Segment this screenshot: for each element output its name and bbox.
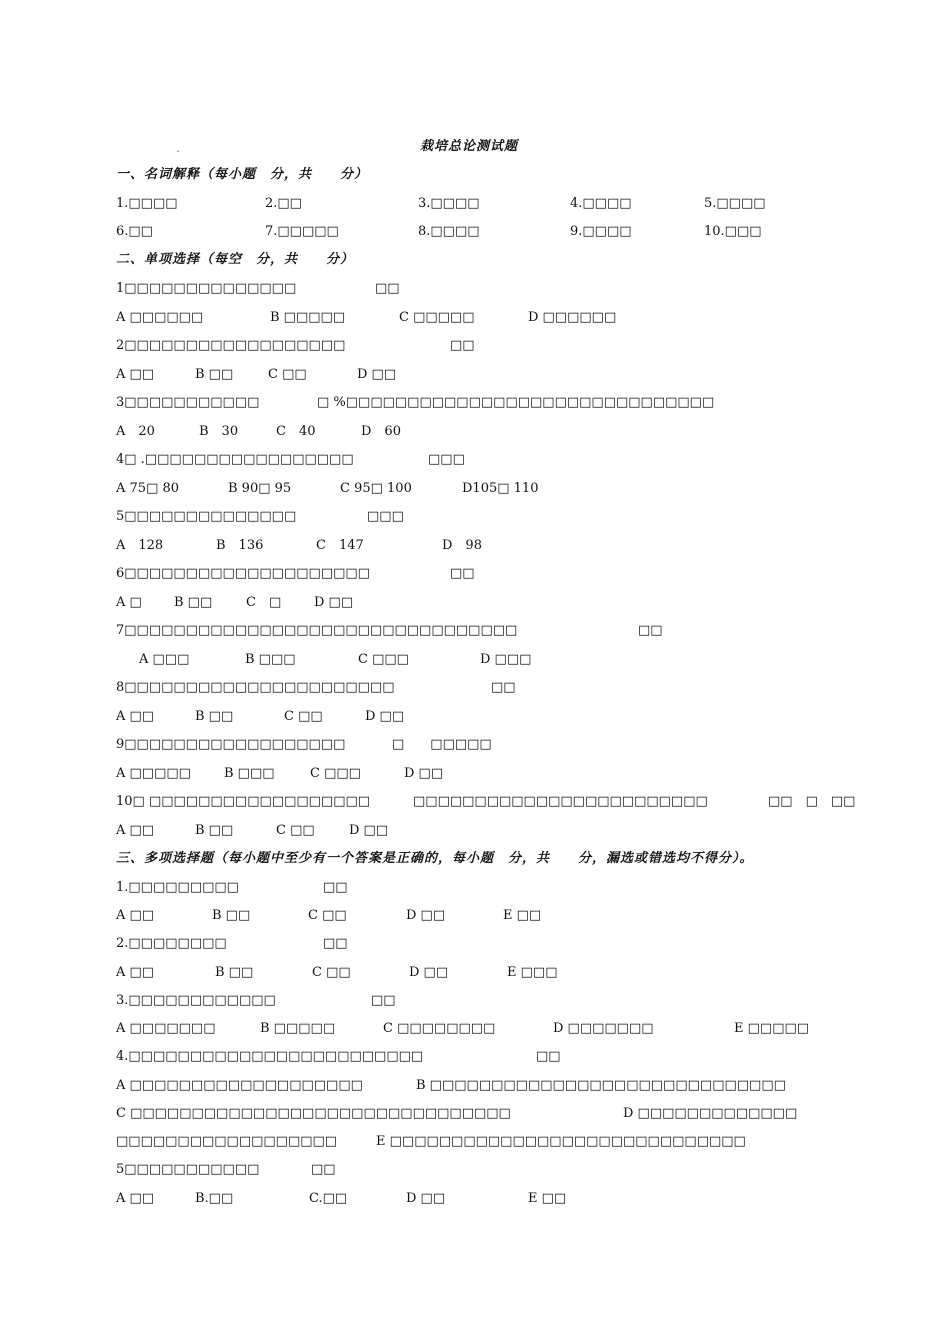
- answer-blank: □□: [323, 936, 348, 951]
- answer-blank: □□: [450, 338, 475, 353]
- answer-blank: □□: [638, 623, 663, 638]
- question-text-cont: □ %□□□□□□□□□□□□□□□□□□□□□□□□□□□□□□: [317, 395, 715, 410]
- term-item: 5.□□□□: [704, 196, 766, 211]
- answer-blank: □□: [450, 566, 475, 581]
- option: D □□: [365, 709, 405, 724]
- option: C □□□□□□□□□□□□□□□□□□□□□□□□□□□□□□□: [116, 1106, 511, 1121]
- term-item: 2.□□: [265, 196, 302, 211]
- question-text: 2.□□□□□□□□: [116, 936, 227, 951]
- term-item: 9.□□□□: [570, 224, 632, 239]
- option: D □□□: [480, 652, 532, 667]
- option: A □□: [116, 908, 155, 923]
- option: C □: [246, 595, 282, 610]
- option: E □□□□□: [734, 1021, 810, 1036]
- question-text: 5□□□□□□□□□□□□□□: [116, 509, 297, 524]
- option: C.□□: [309, 1191, 348, 1206]
- option: D □□: [349, 823, 389, 838]
- option: C □□: [312, 965, 351, 980]
- option: C □□: [284, 709, 323, 724]
- question-text: 5□□□□□□□□□□□: [116, 1162, 260, 1177]
- option: A □□: [116, 823, 155, 838]
- stray-mark: ˇ: [176, 150, 180, 159]
- answer-blank: □□: [323, 880, 348, 895]
- option: A □□: [116, 709, 155, 724]
- answer-blank: □ □□□□□: [392, 737, 492, 752]
- option: D 60: [361, 424, 401, 439]
- question-text: 4.□□□□□□□□□□□□□□□□□□□□□□□□: [116, 1049, 424, 1064]
- question-text: 3□□□□□□□□□□□: [116, 395, 260, 410]
- option: B 136: [216, 538, 264, 553]
- option: A 128: [116, 538, 164, 553]
- question-text: 3.□□□□□□□□□□□□: [116, 993, 276, 1008]
- question-text: 2□□□□□□□□□□□□□□□□□□: [116, 338, 346, 353]
- option: B □□□: [245, 652, 296, 667]
- option: A □□□□□□□: [116, 1021, 216, 1036]
- option: B □□: [195, 709, 234, 724]
- option: C □□□□□: [399, 310, 475, 325]
- answer-blank: □□: [371, 993, 396, 1008]
- option: B.□□: [195, 1191, 234, 1206]
- answer-blank: □□□: [367, 509, 404, 524]
- section-1-heading: 一、名词解释（每小题 分，共 分）: [116, 167, 369, 182]
- question-text: 6□□□□□□□□□□□□□□□□□□□□: [116, 566, 370, 581]
- page-title: 栽培总论测试题: [420, 139, 519, 154]
- question-text: 10□ □□□□□□□□□□□□□□□□□□: [116, 794, 371, 809]
- option: A □: [116, 595, 142, 610]
- option: B □□: [195, 823, 234, 838]
- question-text: 9□□□□□□□□□□□□□□□□□□: [116, 737, 346, 752]
- option: B □□: [174, 595, 213, 610]
- option-cont: □□□□□□□□□□□□□□□□□□: [116, 1134, 338, 1149]
- option: E □□: [503, 908, 542, 923]
- option: B □□□: [224, 766, 275, 781]
- option: D □□: [406, 908, 446, 923]
- answer-blank: □□: [375, 281, 400, 296]
- option: C □□□: [358, 652, 409, 667]
- answer-blank: □□: [536, 1049, 561, 1064]
- option: A □□: [116, 1191, 155, 1206]
- option: D □□□□□□□: [553, 1021, 654, 1036]
- section-3-heading: 三、多项选择题（每小题中至少有一个答案是正确的，每小题 分，共 分，漏选或错选均不得分）。: [116, 851, 754, 866]
- answer-blank: □□□: [428, 452, 465, 467]
- option: B □□: [195, 367, 234, 382]
- option: A 20: [116, 424, 155, 439]
- option: A □□□□□□: [116, 310, 204, 325]
- answer-blank: □□: [311, 1162, 336, 1177]
- term-item: 6.□□: [116, 224, 153, 239]
- term-item: 3.□□□□: [418, 196, 480, 211]
- option: B □□: [212, 908, 251, 923]
- option: E □□: [528, 1191, 567, 1206]
- option: B □□□□□: [260, 1021, 336, 1036]
- option: E □□□□□□□□□□□□□□□□□□□□□□□□□□□□□: [376, 1134, 746, 1149]
- question-text-cont: □□□□□□□□□□□□□□□□□□□□□□□□: [413, 794, 708, 809]
- option: C 40: [276, 424, 316, 439]
- option: D □□: [404, 766, 444, 781]
- question-text: 8□□□□□□□□□□□□□□□□□□□□□□: [116, 680, 395, 695]
- term-item: 4.□□□□: [570, 196, 632, 211]
- option: C □□: [268, 367, 307, 382]
- option: E □□□: [507, 965, 558, 980]
- option: A □□□: [139, 652, 190, 667]
- option: C 95□ 100: [340, 481, 412, 496]
- answer-blank: □□: [491, 680, 516, 695]
- option: D □□□□□□□□□□□□□: [623, 1106, 798, 1121]
- option: A □□: [116, 367, 155, 382]
- option: D □□: [409, 965, 449, 980]
- term-item: 8.□□□□: [418, 224, 480, 239]
- question-text: 4□ .□□□□□□□□□□□□□□□□□: [116, 452, 354, 467]
- term-item: 1.□□□□: [116, 196, 178, 211]
- question-text: 7□□□□□□□□□□□□□□□□□□□□□□□□□□□□□□□□: [116, 623, 518, 638]
- term-item: 10.□□□: [704, 224, 762, 239]
- option: A 75□ 80: [116, 481, 180, 496]
- option: D □□□□□□: [528, 310, 617, 325]
- option: B 30: [199, 424, 239, 439]
- option: B □□: [215, 965, 254, 980]
- option: C □□□: [310, 766, 361, 781]
- option: B 90□ 95: [228, 481, 292, 496]
- option: A □□: [116, 965, 155, 980]
- option: A □□□□□: [116, 766, 191, 781]
- option: C □□□□□□□□: [383, 1021, 496, 1036]
- option: C □□: [308, 908, 347, 923]
- answer-blank: □□ □ □□: [768, 794, 856, 809]
- option: A □□□□□□□□□□□□□□□□□□□: [116, 1078, 363, 1093]
- option: D □□: [357, 367, 397, 382]
- option: D □□: [314, 595, 354, 610]
- option: D □□: [406, 1191, 446, 1206]
- option: C □□: [276, 823, 315, 838]
- option: B □□□□□: [270, 310, 346, 325]
- section-2-heading: 二、单项选择（每空 分，共 分）: [116, 252, 355, 267]
- question-text: 1.□□□□□□□□□: [116, 880, 239, 895]
- option: B □□□□□□□□□□□□□□□□□□□□□□□□□□□□□: [416, 1078, 786, 1093]
- option: D105□ 110: [462, 481, 539, 496]
- question-text: 1□□□□□□□□□□□□□□: [116, 281, 297, 296]
- option: D 98: [442, 538, 482, 553]
- term-item: 7.□□□□□: [265, 224, 339, 239]
- option: C 147: [316, 538, 364, 553]
